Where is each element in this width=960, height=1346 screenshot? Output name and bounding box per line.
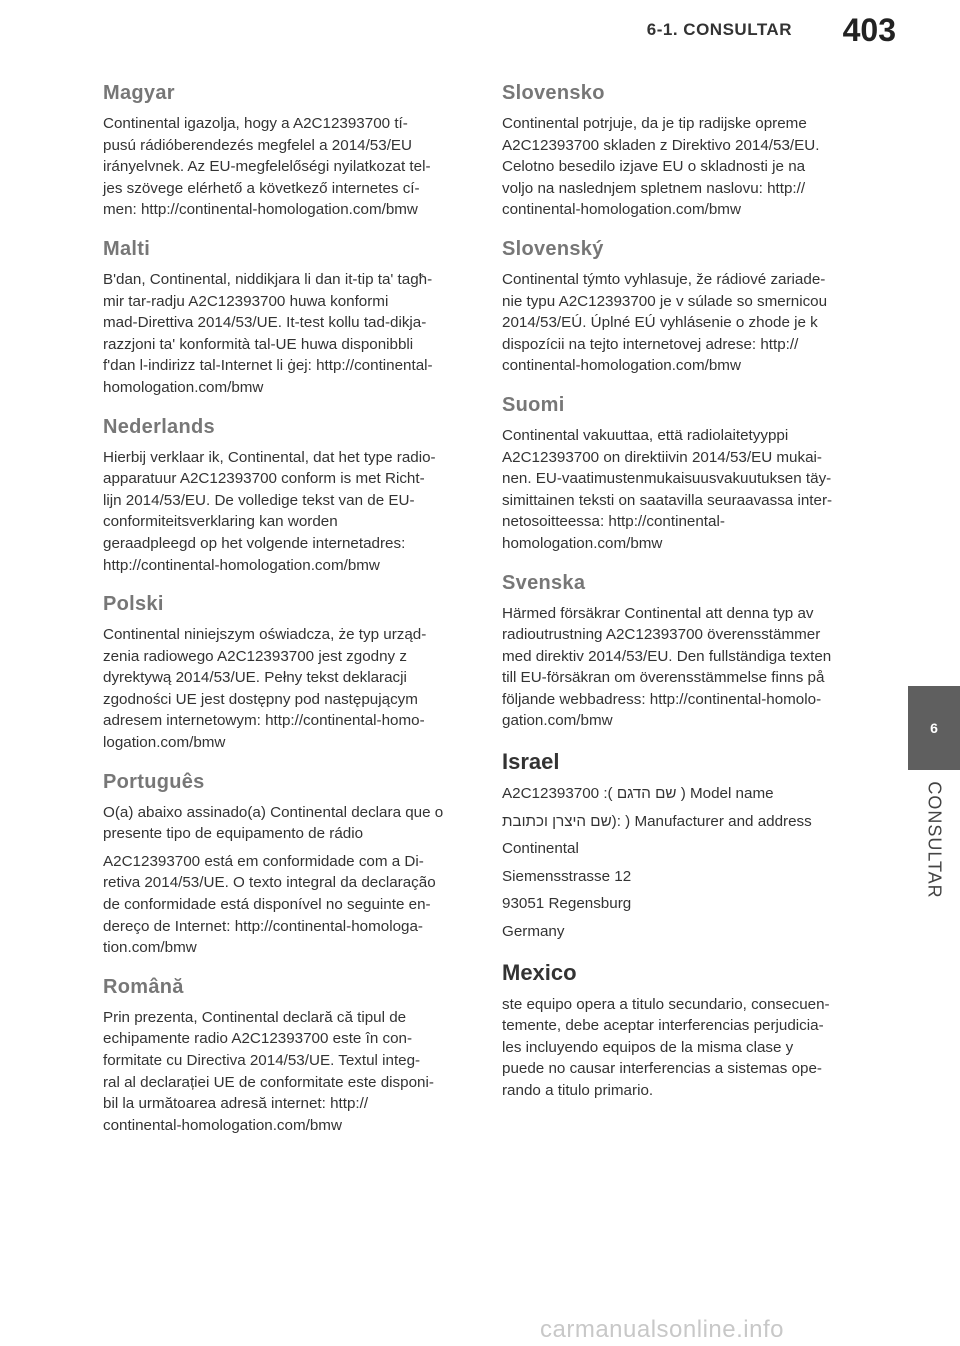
section-mexico (502, 960, 862, 1102)
section-title: Magyar (103, 82, 175, 104)
israel-line: שם היצרן וכתובת): ) Manufacturer and address (502, 812, 812, 830)
israel-line: Germany (502, 923, 565, 941)
section-title: Slovenský (502, 237, 604, 260)
section-text: Continental potrjuje, da je tip radijske opreme A2C12393700 skladen z Direktivo 2014/53/EU. Celotno besedilo izjave EU o skladnosti je na voljo na naslednjem spletnem naslovu: http:// continental-homologation.com/bmw (502, 115, 820, 219)
section-title: Malti (103, 237, 151, 260)
watermark: carmanualsonline.info (540, 1316, 784, 1343)
israel-line: A2C12393700 :( שם הדגם ) Model name (502, 785, 774, 803)
section-label: 6-1. CONSULTAR (646, 20, 792, 39)
section-nederlands (103, 416, 463, 577)
section-polski (103, 593, 463, 754)
section-magyar (103, 82, 463, 221)
section-text: ste equipo opera a titulo secundario, consecuen- temente, debe aceptar interferencias perjudicia- les incluyendo equipos de la misma clase y puede no causar interferencias a sistemas ope- rando a titulo primario. (502, 995, 830, 1099)
section-title: Română (103, 975, 184, 998)
page-number: 403 (842, 12, 896, 48)
section-israel (502, 749, 862, 943)
israel-line: Siemensstrasse 12 (502, 867, 632, 885)
section-title: Slovensko (502, 82, 605, 104)
section-title: Svenska (502, 571, 586, 594)
israel-line: Continental (502, 840, 579, 858)
section-text: Hierbij verklaar ik, Continental, dat het type radio- apparatuur A2C12393700 conform is met Richt- lijn 2014/53/EU. De volledige tekst van de EU- conformiteitsverklaring kan worden geraadpleegd op het volgende internetadres: http://continental-homologation.com/bmw (103, 448, 436, 574)
chapter-tab[interactable]: 6 (908, 686, 960, 770)
section-text: Continental vakuuttaa, että radiolaitetyyppi A2C12393700 on direktiivin 2014/53/EU mukai- nen. EU-vaatimustenmukaisuusvakuutuksen täy- simittainen teksti on saatavilla seuraavassa inter- netosoitteessa: http://continental- homologation.com/bmw (502, 426, 833, 552)
section-title: Mexico (502, 959, 577, 985)
section-portugues (103, 771, 463, 959)
section-title: Nederlands (103, 415, 215, 438)
section-slovensky (502, 238, 862, 377)
section-suomi (502, 394, 862, 555)
section-malti (103, 238, 463, 399)
section-text: Continental týmto vyhlasuje, že rádiové zariade- nie typu A2C12393700 je v súlade so smernicou 2014/53/EÚ. Úplné EÚ vyhlásenie o zhode je k dispozícii na tejto internetovej adrese: http:// continental-homologation.com/bmw (502, 270, 828, 375)
chapter-side-label: CONSULTAR (924, 781, 945, 899)
israel-line: 93051 Regensburg (502, 895, 632, 913)
section-title: Suomi (502, 393, 565, 416)
section-title: Israel (502, 749, 560, 775)
section-text: Continental niniejszym oświadcza, że typ urząd- zenia radiowego A2C12393700 jest zgodny z dyrektywą 2014/53/UE. Pełny tekst deklaracji zgodności UE jest dostępny pod następującym adresem internetowym: http://continental-homo- logation.com/bmw (103, 626, 427, 752)
section-text: B'dan, Continental, niddikjara li dan it-tip ta' tagħ- mir tar-radju A2C12393700 huwa konformi mad-Direttiva 2014/53/UE. It-test kollu tad-dikja- razzjoni ta' konformità tal-UE huwa disponibbli f'dan l-indirizz tal-Internet li ġej: http://continental- homologation.com/bmw (103, 270, 433, 396)
section-slovensko (502, 82, 862, 221)
page-header (0, 0, 960, 60)
section-text: Prin prezenta, Continental declară că tipul de echipamente radio A2C12393700 este în con- formitate cu Directiva 2014/53/UE. Textul integ- ral al declarației UE de conformitate este disponi- bil la următoarea adresă internet: http:// continental-homologation.com/bmw (103, 1008, 434, 1134)
section-text: Härmed försäkrar Continental att denna typ av radioutrustning A2C12393700 överensstämmer med direktiv 2014/53/EU. Den fullständiga texten till EU-försäkran om överensstämmelse finns på följande webbadress: http://continental-homolo- gation.com/bmw (502, 604, 832, 730)
section-title: Polski (103, 593, 164, 616)
left-column (103, 82, 463, 1153)
right-column (502, 82, 862, 1119)
section-text: O(a) abaixo assinado(a) Continental declara que o presente tipo de equipamento de rádio (103, 803, 444, 843)
section-title: Português (103, 770, 205, 793)
section-text: Continental igazolja, hogy a A2C12393700 tí- pusú rádióberendezés megfelel a 2014/53/EU irányelvnek. Az EU-megfelelőségi nyilatkozat tel- jes szövege elérhető a következő internetes cí- men: http://continental-homologation.com/bmw (103, 115, 431, 219)
section-svenska (502, 572, 862, 733)
section-romana (103, 976, 463, 1137)
section-text-continued: A2C12393700 está em conformidade com a Di- retiva 2014/53/UE. O texto integral da declaração de conformidade está disponível no seguinte en- dereço de Internet: http://continental-homologa- tion.com/bmw (103, 852, 436, 957)
